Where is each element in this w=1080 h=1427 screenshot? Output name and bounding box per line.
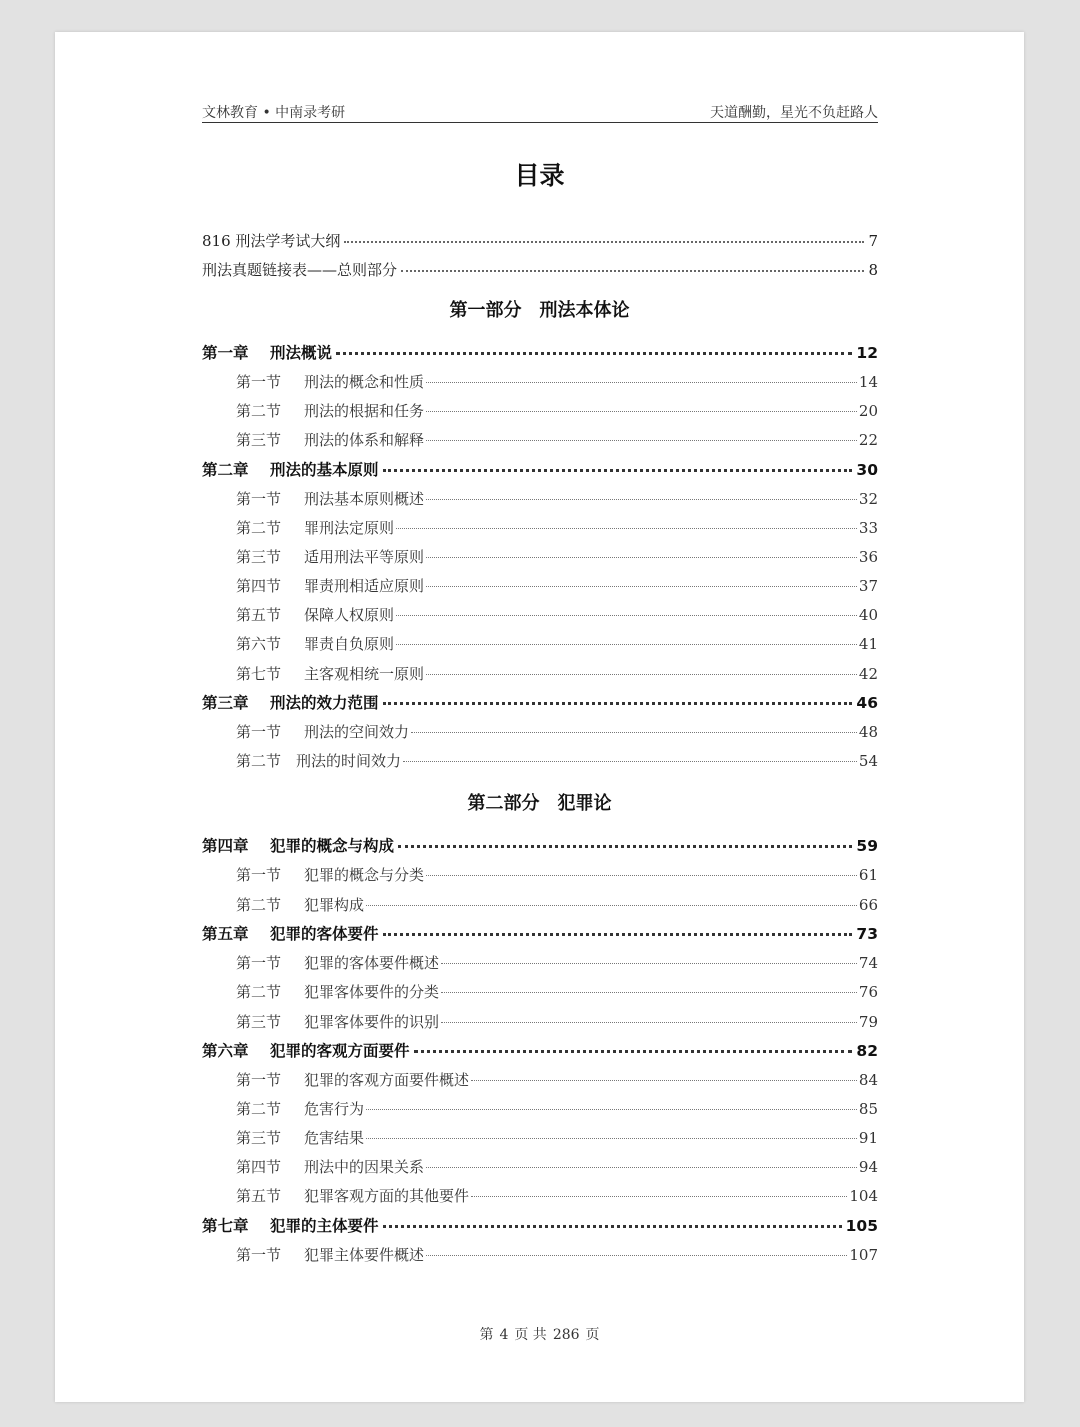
section-number: 第六节 [236, 635, 282, 653]
toc-chapter[interactable] [202, 835, 878, 857]
dot-leader [414, 1050, 853, 1053]
dot-leader [383, 933, 853, 936]
toc-chapter[interactable] [202, 923, 878, 945]
dot-leader [366, 1109, 857, 1110]
toc-page-number: 84 [858, 1071, 878, 1089]
toc-section[interactable] [236, 633, 878, 655]
dot-leader [426, 875, 857, 876]
chapter-number: 第四章 [202, 837, 249, 855]
toc-page-number: 14 [858, 373, 878, 391]
toc-page-number: 82 [856, 1042, 878, 1060]
toc-page-number: 8 [868, 261, 878, 279]
toc-entry-label: 刑法真题链接表——总则部分 [202, 261, 398, 279]
section-number: 第二节 [236, 519, 282, 537]
chapter-number: 第七章 [202, 1217, 249, 1235]
toc-section[interactable] [236, 604, 878, 626]
section-title: 危害行为 [304, 1100, 365, 1118]
section-number: 第一节 [236, 723, 282, 741]
section-number: 第三节 [236, 548, 282, 566]
section-title: 主客观相统一原则 [304, 665, 425, 683]
toc-entry-label: 816 刑法学考试大纲 [202, 232, 341, 250]
toc-page-number: 73 [856, 925, 878, 943]
section-number: 第二节 [236, 402, 282, 420]
toc-page-number: 61 [858, 866, 878, 884]
section-title: 刑法的体系和解释 [304, 431, 425, 449]
toc-section[interactable] [236, 400, 878, 422]
dot-leader [396, 528, 857, 529]
toc-page-number: 76 [858, 983, 878, 1001]
current-page-number: 4 [499, 1327, 509, 1343]
section-title: 犯罪构成 [304, 896, 365, 914]
dot-leader [426, 674, 857, 675]
header-publisher: 文林教育 • 中南录考研 [202, 105, 346, 121]
dot-leader [396, 615, 857, 616]
section-number: 第一节 [236, 1071, 282, 1089]
chapter-number: 第二章 [202, 461, 249, 479]
toc-intro-entry[interactable] [202, 230, 878, 252]
toc-page-number: 94 [858, 1158, 878, 1176]
section-title: 刑法的概念和性质 [304, 373, 425, 391]
toc-section[interactable] [236, 1069, 878, 1091]
header-motto: 天道酬勤，星光不负赶路人 [710, 105, 878, 121]
dot-leader [441, 1022, 857, 1023]
toc-page-number: 46 [856, 694, 878, 712]
toc-section[interactable] [236, 1244, 878, 1266]
toc-page-number: 32 [858, 490, 878, 508]
chapter-title: 犯罪的概念与构成 [270, 837, 395, 855]
section-title: 犯罪的客观方面要件概述 [304, 1071, 470, 1089]
part-heading: 第一部分 刑法本体论 [449, 300, 630, 321]
section-number: 第二节 [236, 983, 282, 1001]
total-page-count: 286 [552, 1327, 580, 1343]
chapter-title: 刑法概说 [270, 344, 333, 362]
dot-leader [398, 845, 852, 848]
toc-page-number: 85 [858, 1100, 878, 1118]
toc-section[interactable] [236, 1156, 878, 1178]
dot-leader [396, 644, 857, 645]
toc-section[interactable] [236, 1185, 878, 1207]
toc-page-number: 48 [858, 723, 878, 741]
dot-leader [426, 586, 857, 587]
chapter-number: 第一章 [202, 344, 249, 362]
section-title: 犯罪客体要件的分类 [304, 983, 440, 1001]
toc-page-number: 41 [858, 635, 878, 653]
toc-section[interactable] [236, 371, 878, 393]
chapter-title: 犯罪的主体要件 [270, 1217, 379, 1235]
section-number: 第七节 [236, 665, 282, 683]
section-number: 第四节 [236, 1158, 282, 1176]
dot-leader [383, 469, 853, 472]
toc-section[interactable] [236, 663, 878, 685]
toc-page-number: 42 [858, 665, 878, 683]
footer-prefix: 第 [479, 1327, 494, 1343]
toc-chapter[interactable] [202, 1215, 878, 1237]
toc-section[interactable] [236, 1127, 878, 1149]
toc-chapter[interactable] [202, 342, 878, 364]
part-heading: 第二部分 犯罪论 [467, 793, 612, 814]
toc-section[interactable] [236, 1011, 878, 1033]
toc-section[interactable] [236, 429, 878, 451]
dot-leader [336, 352, 852, 355]
toc-chapter[interactable] [202, 692, 878, 714]
dot-leader [366, 905, 857, 906]
toc-chapter[interactable] [202, 459, 878, 481]
section-number: 第一节 [236, 490, 282, 508]
section-number: 第二节 [236, 1100, 282, 1118]
section-title: 犯罪客体要件的识别 [304, 1013, 440, 1031]
section-title: 罪责刑相适应原则 [304, 577, 425, 595]
toc-page-number: 79 [858, 1013, 878, 1031]
section-number: 第四节 [236, 577, 282, 595]
running-header [202, 102, 878, 123]
page-title: 目录 [514, 161, 565, 190]
toc-page-number: 54 [858, 752, 878, 770]
dot-leader [471, 1196, 847, 1197]
toc-page-number: 36 [858, 548, 878, 566]
toc-intro-entry[interactable] [202, 259, 878, 281]
dot-leader [403, 761, 857, 762]
toc-page-number: 66 [858, 896, 878, 914]
section-title: 犯罪主体要件概述 [304, 1246, 425, 1264]
section-title: 适用刑法平等原则 [304, 548, 425, 566]
footer-middle: 页 共 [514, 1327, 547, 1343]
section-title: 保障人权原则 [304, 606, 395, 624]
section-number: 第三节 [236, 431, 282, 449]
section-title: 刑法基本原则概述 [304, 490, 425, 508]
toc-page-number: 22 [858, 431, 878, 449]
toc-section[interactable] [236, 488, 878, 510]
section-number: 第五节 [236, 606, 282, 624]
toc-page-number: 33 [858, 519, 878, 537]
dot-leader [471, 1080, 857, 1081]
toc-section[interactable] [236, 1098, 878, 1120]
dot-leader [383, 1225, 842, 1228]
section-title: 危害结果 [304, 1129, 365, 1147]
chapter-number: 第五章 [202, 925, 249, 943]
dot-leader [426, 440, 857, 441]
dot-leader [441, 992, 857, 993]
chapter-title: 刑法的基本原则 [270, 461, 379, 479]
section-title: 犯罪的客体要件概述 [304, 954, 440, 972]
toc-section[interactable] [236, 894, 878, 916]
section-title: 罪刑法定原则 [304, 519, 395, 537]
dot-leader [441, 963, 857, 964]
chapter-title: 犯罪的客观方面要件 [270, 1042, 410, 1060]
toc-section[interactable] [236, 864, 878, 886]
toc-page-number: 107 [849, 1246, 878, 1264]
dot-leader [344, 241, 864, 243]
chapter-number: 第六章 [202, 1042, 249, 1060]
section-number: 第三节 [236, 1013, 282, 1031]
toc-page-number: 104 [849, 1187, 878, 1205]
section-title: 刑法的根据和任务 [304, 402, 425, 420]
toc-page-number: 7 [868, 232, 878, 250]
section-number: 第一节 [236, 1246, 282, 1264]
document-page [55, 32, 1024, 1402]
toc-page-number: 40 [858, 606, 878, 624]
chapter-title: 犯罪的客体要件 [270, 925, 379, 943]
section-title: 刑法的时间效力 [296, 752, 402, 770]
toc-page-number: 20 [858, 402, 878, 420]
chapter-title: 刑法的效力范围 [270, 694, 379, 712]
section-title: 刑法的空间效力 [304, 723, 410, 741]
dot-leader [401, 270, 864, 272]
section-number: 第一节 [236, 866, 282, 884]
dot-leader [426, 382, 857, 383]
toc-section[interactable] [236, 575, 878, 597]
chapter-number: 第三章 [202, 694, 249, 712]
dot-leader [366, 1138, 857, 1139]
dot-leader [411, 732, 857, 733]
section-number: 第一节 [236, 373, 282, 391]
section-number: 第二节 [236, 896, 282, 914]
toc-page-number: 30 [856, 461, 878, 479]
section-title: 刑法中的因果关系 [304, 1158, 425, 1176]
section-number: 第三节 [236, 1129, 282, 1147]
footer-suffix: 页 [585, 1327, 600, 1343]
toc-section[interactable] [236, 750, 878, 772]
toc-section[interactable] [236, 546, 878, 568]
toc-section[interactable] [236, 721, 878, 743]
section-title: 犯罪客观方面的其他要件 [304, 1187, 470, 1205]
section-number: 第一节 [236, 954, 282, 972]
dot-leader [426, 557, 857, 558]
section-title: 犯罪的概念与分类 [304, 866, 425, 884]
dot-leader [383, 702, 853, 705]
toc-chapter[interactable] [202, 1040, 878, 1062]
toc-page-number: 59 [856, 837, 878, 855]
toc-page-number: 91 [858, 1129, 878, 1147]
section-number: 第二节 [236, 752, 282, 770]
dot-leader [426, 1167, 857, 1168]
toc-page-number: 37 [858, 577, 878, 595]
toc-section[interactable] [236, 952, 878, 974]
dot-leader [426, 1255, 847, 1256]
toc-page-number: 74 [858, 954, 878, 972]
dot-leader [426, 411, 857, 412]
toc-page-number: 105 [845, 1217, 878, 1235]
dot-leader [426, 499, 857, 500]
section-title: 罪责自负原则 [304, 635, 395, 653]
page-footer [55, 1324, 1024, 1344]
toc-section[interactable] [236, 517, 878, 539]
section-number: 第五节 [236, 1187, 282, 1205]
toc-section[interactable] [236, 981, 878, 1003]
toc-page-number: 12 [856, 344, 878, 362]
